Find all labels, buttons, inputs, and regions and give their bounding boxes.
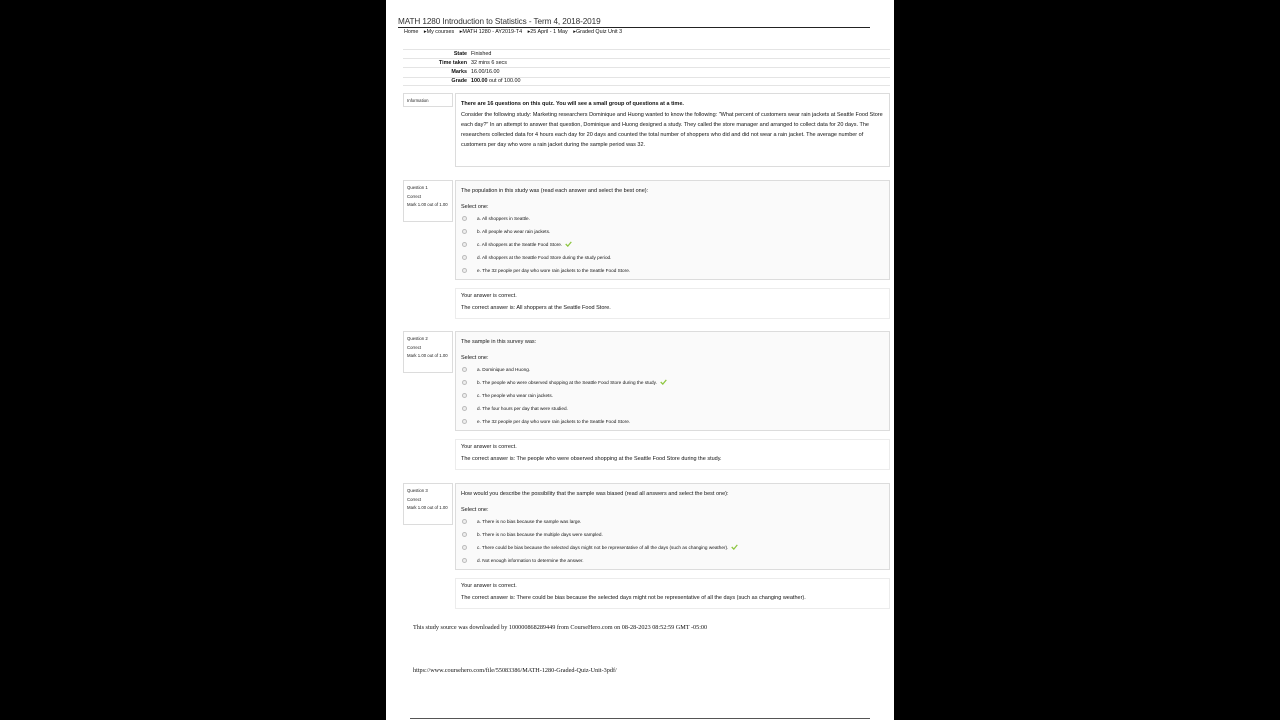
question-content [455, 483, 890, 570]
answer-option[interactable] [461, 264, 884, 277]
answer-option[interactable] [461, 212, 884, 225]
question-info [403, 331, 453, 373]
summary-row-state [403, 49, 890, 58]
question-number: Question 3 [407, 488, 428, 493]
question-text: How would you describe the possibility that the sample was biased (read all answers and select the best one): [461, 491, 729, 497]
summary-value: Finished [471, 51, 492, 58]
question-mark: Mark 1.00 out of 1.00 [407, 202, 448, 208]
question-status: Correct [407, 496, 422, 502]
answer-option[interactable] [461, 225, 884, 238]
document-page [386, 0, 894, 720]
option-label: d. The four hours per day that were studied. [477, 406, 568, 411]
select-one-label: Select one: [461, 507, 489, 513]
radio-button[interactable] [462, 242, 467, 247]
question-info [403, 483, 453, 525]
radio-button[interactable] [462, 255, 467, 260]
summary-row-time [403, 58, 890, 67]
radio-button[interactable] [462, 393, 467, 398]
option-label: d. All shoppers at the Seattle Food Store during the study period. [477, 255, 612, 260]
question-content [455, 331, 890, 431]
information-label: Information [403, 93, 453, 107]
option-label: d. Not enough information to determine the answer. [477, 558, 584, 563]
answer-option-selected[interactable] [461, 376, 884, 389]
correct-check-icon [660, 379, 667, 385]
answer-option[interactable] [461, 528, 884, 541]
answer-option-selected[interactable] [461, 238, 884, 251]
bottom-divider [410, 718, 870, 719]
option-label: e. The 32 people per day who wore rain jackets to the Seattle Food Store. [477, 419, 631, 424]
radio-button[interactable] [462, 558, 467, 563]
summary-label: Grade [451, 78, 467, 85]
feedback-text: Your answer is correct. [461, 293, 517, 299]
answer-option[interactable] [461, 251, 884, 264]
answer-option[interactable] [461, 363, 884, 376]
radio-button[interactable] [462, 367, 467, 372]
question-status: Correct [407, 344, 422, 350]
correct-answer-text: The correct answer is: There could be bias because the selected days might not be representative of all the days (such as changing weather). [461, 595, 806, 601]
breadcrumb-my-courses[interactable]: ▸My courses [423, 29, 455, 35]
quiz-summary [403, 49, 890, 86]
answer-option[interactable] [461, 515, 884, 528]
radio-button[interactable] [462, 406, 467, 411]
radio-button[interactable] [462, 229, 467, 234]
summary-value: 32 mins 6 secs [471, 60, 507, 67]
question-content [455, 180, 890, 280]
option-label: c. The people who wear rain jackets. [477, 393, 553, 398]
option-label: a. Dominique and Huong. [477, 367, 531, 372]
summary-label: Time taken [438, 60, 467, 67]
download-notice: This study source was downloaded by 100000868289449 from CourseHero.com on 08-28-2023 08:52:59 GMT -05:00 [413, 624, 708, 631]
select-one-label: Select one: [461, 204, 489, 210]
information-body: Consider the following study: Marketing researchers Dominique and Huong wanted to know the following: "What percent of customers wear rain jackets at Seattle Food Store each day?" In an attempt to answer that question, Dominique and Huong designed a study. They called the store manager and arranged to collect data for 20 days. The researchers collected data for 4 hours each day for 20 days and counted the total number of shoppers who did and did not wear a rain jacket. The average number of customers per day who wore a rain jacket during the sample period was 32. [461, 112, 883, 148]
question-feedback [455, 578, 890, 609]
radio-button[interactable] [462, 419, 467, 424]
answer-option-selected[interactable] [461, 541, 884, 554]
information-content [455, 93, 890, 167]
answer-option[interactable] [461, 554, 884, 567]
option-label: b. All people who wear rain jackets. [477, 229, 551, 234]
summary-value: 16.00/16.00 [471, 69, 500, 76]
answer-option[interactable] [461, 389, 884, 402]
question-mark: Mark 1.00 out of 1.00 [407, 505, 448, 511]
information-heading: There are 16 questions on this quiz. You will see a small group of questions at a time. [461, 101, 684, 107]
radio-button[interactable] [462, 519, 467, 524]
question-text: The population in this study was (read each answer and select the best one): [461, 188, 649, 194]
grade-value: 100.00 [471, 78, 488, 85]
answer-option[interactable] [461, 402, 884, 415]
option-label: b. The people who were observed shopping at the Seattle Food Store during the study. [477, 380, 657, 385]
grade-out-of: out of 100.00 [487, 78, 521, 85]
option-label: a. All shoppers in Seattle. [477, 216, 530, 221]
source-url[interactable]: https://www.coursehero.com/file/55083386/MATH-1280-Graded-Quiz-Unit-3pdf/ [413, 667, 617, 674]
question-info [403, 180, 453, 222]
question-feedback [455, 439, 890, 470]
breadcrumb [404, 29, 626, 35]
correct-answer-text: The correct answer is: The people who were observed shopping at the Seattle Food Store during the study. [461, 456, 722, 462]
question-status: Correct [407, 193, 422, 199]
feedback-text: Your answer is correct. [461, 583, 517, 589]
correct-answer-text: The correct answer is: All shoppers at the Seattle Food Store. [461, 305, 611, 311]
summary-label: State [453, 51, 467, 58]
breadcrumb-course[interactable]: ▸MATH 1280 - AY2019-T4 [459, 29, 523, 35]
answer-option[interactable] [461, 415, 884, 428]
radio-button[interactable] [462, 380, 467, 385]
option-label: b. There is no bias because the multiple days were sampled. [477, 532, 603, 537]
breadcrumb-home[interactable]: Home [404, 29, 419, 35]
option-label: c. There could be bias because the selected days might not be representative of all the days (such as changing weather). [477, 545, 729, 550]
question-mark: Mark 1.00 out of 1.00 [407, 353, 448, 359]
summary-row-grade [403, 77, 890, 86]
question-number: Question 1 [407, 185, 428, 190]
option-label: e. The 32 people per day who wore rain jackets to the Seattle Food Store. [477, 268, 631, 273]
correct-check-icon [565, 241, 572, 247]
radio-button[interactable] [462, 268, 467, 273]
summary-label: Marks [451, 69, 467, 76]
radio-button[interactable] [462, 545, 467, 550]
option-label: c. All shoppers at the Seattle Food Store. [477, 242, 563, 247]
breadcrumb-quiz[interactable]: ▸Graded Quiz Unit 3 [573, 29, 623, 35]
breadcrumb-week[interactable]: ▸25 April - 1 May [527, 29, 568, 35]
summary-row-marks [403, 67, 890, 76]
question-number: Question 2 [407, 336, 428, 341]
question-feedback [455, 288, 890, 319]
radio-button[interactable] [462, 532, 467, 537]
course-title: MATH 1280 Introduction to Statistics - Term 4, 2018-2019 [398, 17, 870, 28]
radio-button[interactable] [462, 216, 467, 221]
question-text: The sample in this survey was: [461, 339, 537, 345]
summary-value [471, 78, 520, 84]
feedback-text: Your answer is correct. [461, 444, 517, 450]
correct-check-icon [731, 544, 738, 550]
select-one-label: Select one: [461, 355, 489, 361]
option-label: a. There is no bias because the sample was large. [477, 519, 582, 524]
